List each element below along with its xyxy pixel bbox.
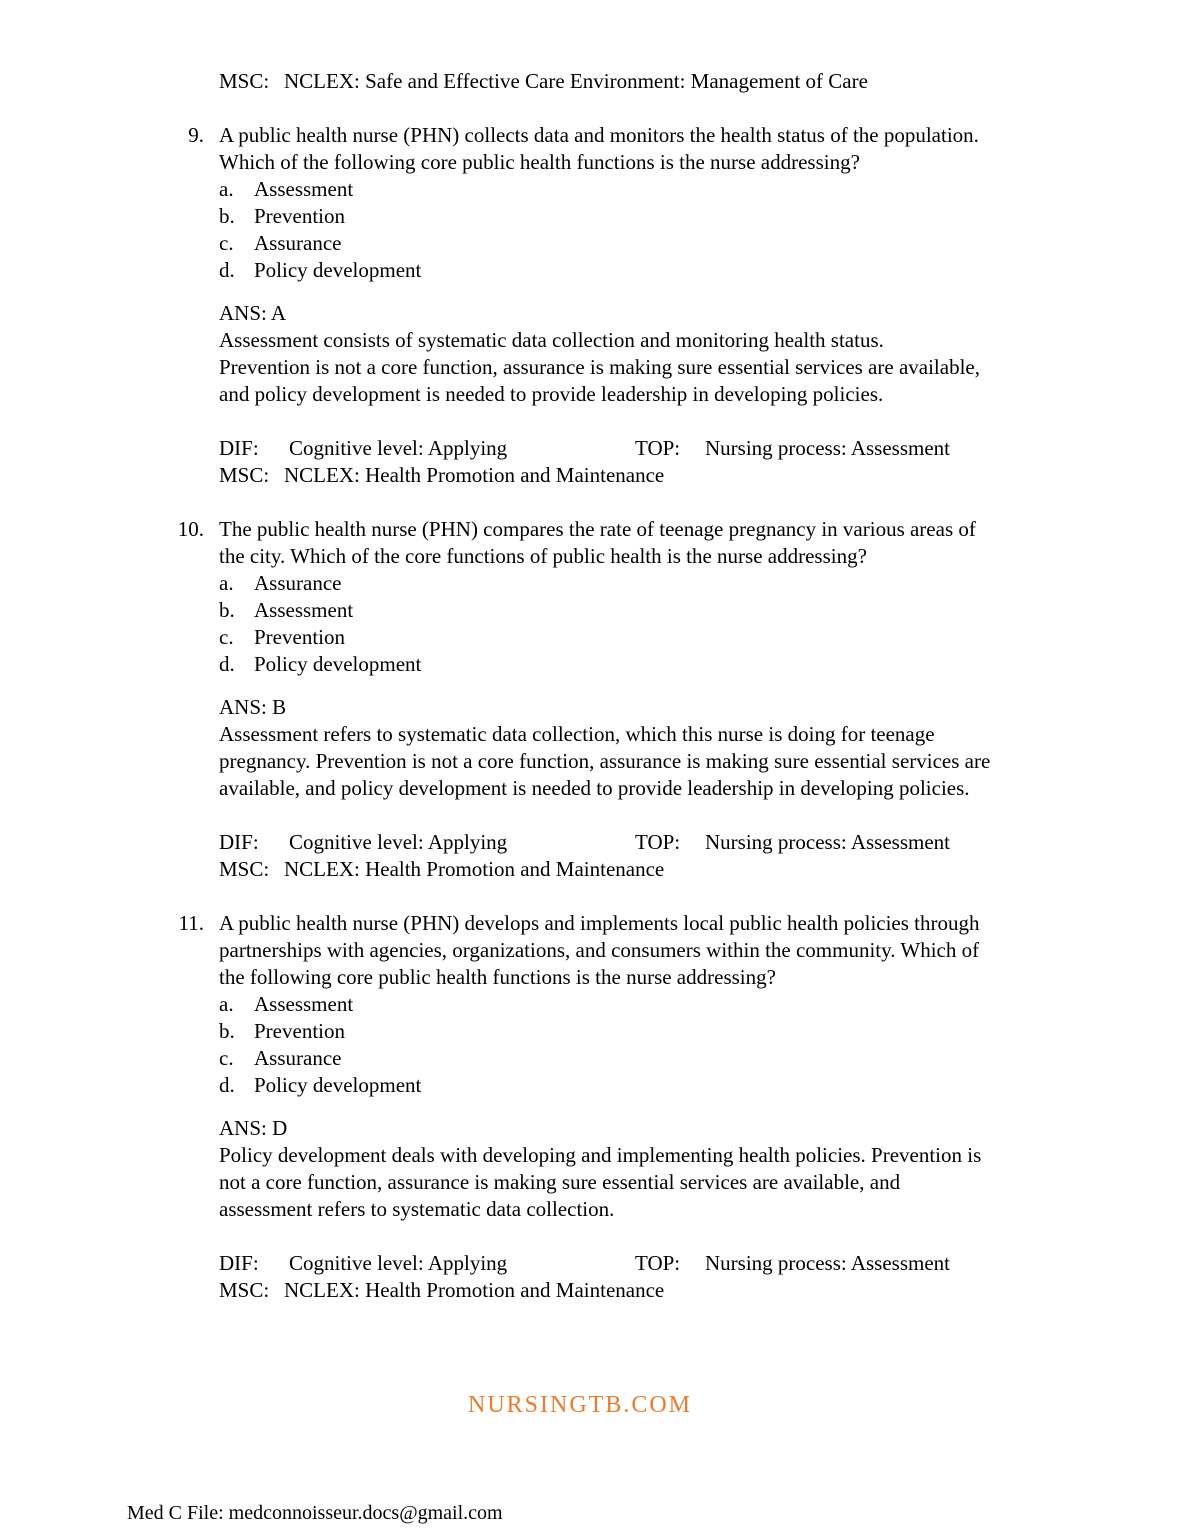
rationale-line <box>0 748 1190 775</box>
option-letter: b. <box>219 1019 235 1043</box>
footer: Med C File: medconnoisseur.docs@gmail.com <box>127 1502 503 1524</box>
option-letter: c. <box>219 1046 234 1070</box>
msc-label: MSC: <box>219 69 270 93</box>
option-letter: d. <box>219 652 235 676</box>
option-text: Assessment <box>254 598 354 622</box>
answer-option <box>0 257 1190 284</box>
option-letter: c. <box>219 625 234 649</box>
answer-option <box>0 1045 1190 1072</box>
option-text: Policy development <box>254 258 422 282</box>
option-text: Assurance <box>254 1046 342 1070</box>
rationale-line <box>0 354 1190 381</box>
rationale-text: Policy development deals with developing and implementing health policies. Prevention is <box>219 1143 982 1167</box>
msc-value: NCLEX: Safe and Effective Care Environment: Management of Care <box>284 69 868 93</box>
dif-value: Cognitive level: Applying <box>289 1251 508 1275</box>
question-stem-line <box>0 516 1190 543</box>
answer-option <box>0 624 1190 651</box>
option-text: Prevention <box>254 204 345 228</box>
option-letter: a. <box>219 177 234 201</box>
msc-label: MSC: <box>219 857 270 881</box>
msc-value: NCLEX: Health Promotion and Maintenance <box>284 463 665 487</box>
rationale-line <box>0 327 1190 354</box>
question-number: 10. <box>177 517 204 541</box>
difficulty-topic-line <box>0 1250 1190 1277</box>
answer-text: ANS: D <box>219 1116 288 1140</box>
answer-option <box>0 1072 1190 1099</box>
rationale-line <box>0 721 1190 748</box>
question-stem-line <box>0 122 1190 149</box>
msc-value: NCLEX: Health Promotion and Maintenance <box>284 1278 665 1302</box>
dif-value: Cognitive level: Applying <box>289 436 508 460</box>
option-text: Policy development <box>254 652 422 676</box>
rationale-text: assessment refers to systematic data collection. <box>219 1197 615 1221</box>
top-label: TOP: <box>635 1251 681 1275</box>
answer-text: ANS: A <box>219 301 287 325</box>
answer-key <box>0 300 1190 327</box>
question-item <box>0 122 1190 489</box>
question-stem-text: A public health nurse (PHN) develops and implements local public health policies through <box>219 911 980 935</box>
option-letter: d. <box>219 1073 235 1097</box>
rationale-text: Prevention is not a core function, assurance is making sure essential services are available, <box>219 355 980 379</box>
option-letter: b. <box>219 204 235 228</box>
dif-label: DIF: <box>219 830 259 854</box>
msc-label: MSC: <box>219 463 270 487</box>
question-stem-line <box>0 910 1190 937</box>
option-letter: a. <box>219 992 234 1016</box>
msc-label: MSC: <box>219 1278 270 1302</box>
option-letter: b. <box>219 598 235 622</box>
answer-text: ANS: B <box>219 695 287 719</box>
rationale-text: not a core function, assurance is making sure essential services are available, and <box>219 1170 901 1194</box>
answer-option <box>0 176 1190 203</box>
rationale-text: and policy development is needed to provide leadership in developing policies. <box>219 382 884 406</box>
question-number: 9. <box>188 123 204 147</box>
question-list <box>0 122 1190 1304</box>
question-stem-line <box>0 543 1190 570</box>
rationale-text: pregnancy. Prevention is not a core function, assurance is making sure essential services are <box>219 749 991 773</box>
msc-value: NCLEX: Health Promotion and Maintenance <box>284 857 665 881</box>
question-stem-text: partnerships with agencies, organizations, and consumers within the community. Which of <box>219 938 980 962</box>
question-stem-text: Which of the following core public health functions is the nurse addressing? <box>219 150 860 174</box>
question-stem-text: A public health nurse (PHN) collects data and monitors the health status of the population. <box>219 123 979 147</box>
question-stem-text: the city. Which of the core functions of public health is the nurse addressing? <box>219 544 867 568</box>
option-letter: d. <box>219 258 235 282</box>
msc-line <box>0 1277 1190 1304</box>
msc-line <box>0 68 1190 95</box>
answer-option <box>0 991 1190 1018</box>
answer-option <box>0 651 1190 678</box>
option-text: Assurance <box>254 571 342 595</box>
rationale-line <box>0 1169 1190 1196</box>
dif-value: Cognitive level: Applying <box>289 830 508 854</box>
question-stem-text: the following core public health functions is the nurse addressing? <box>219 965 776 989</box>
option-text: Assurance <box>254 231 342 255</box>
watermark: NURSINGTB.COM <box>468 1392 693 1418</box>
rationale-text: available, and policy development is needed to provide leadership in developing policies. <box>219 776 970 800</box>
answer-option <box>0 230 1190 257</box>
answer-key <box>0 1115 1190 1142</box>
question-item <box>0 910 1190 1304</box>
rationale-line <box>0 1142 1190 1169</box>
question-stem-line <box>0 964 1190 991</box>
dif-label: DIF: <box>219 436 259 460</box>
option-text: Assessment <box>254 992 354 1016</box>
difficulty-topic-line <box>0 829 1190 856</box>
option-text: Assessment <box>254 177 354 201</box>
question-stem-text: The public health nurse (PHN) compares the rate of teenage pregnancy in various areas of <box>219 517 976 541</box>
msc-line <box>0 856 1190 883</box>
top-label: TOP: <box>635 436 681 460</box>
question-item <box>0 516 1190 883</box>
msc-line <box>0 462 1190 489</box>
top-label: TOP: <box>635 830 681 854</box>
answer-option <box>0 1018 1190 1045</box>
option-text: Prevention <box>254 1019 345 1043</box>
top-value: Nursing process: Assessment <box>705 830 950 854</box>
rationale-line <box>0 381 1190 408</box>
option-letter: a. <box>219 571 234 595</box>
top-value: Nursing process: Assessment <box>705 436 950 460</box>
answer-option <box>0 597 1190 624</box>
document-page <box>0 68 1190 1304</box>
answer-key <box>0 694 1190 721</box>
difficulty-topic-line <box>0 435 1190 462</box>
rationale-line <box>0 775 1190 802</box>
answer-option <box>0 570 1190 597</box>
answer-option <box>0 203 1190 230</box>
option-letter: c. <box>219 231 234 255</box>
option-text: Prevention <box>254 625 345 649</box>
question-number: 11. <box>178 911 204 935</box>
dif-label: DIF: <box>219 1251 259 1275</box>
question-stem-line <box>0 937 1190 964</box>
rationale-text: Assessment consists of systematic data collection and monitoring health status. <box>219 328 884 352</box>
rationale-text: Assessment refers to systematic data collection, which this nurse is doing for teenage <box>219 722 935 746</box>
rationale-line <box>0 1196 1190 1223</box>
top-value: Nursing process: Assessment <box>705 1251 950 1275</box>
option-text: Policy development <box>254 1073 422 1097</box>
question-stem-line <box>0 149 1190 176</box>
